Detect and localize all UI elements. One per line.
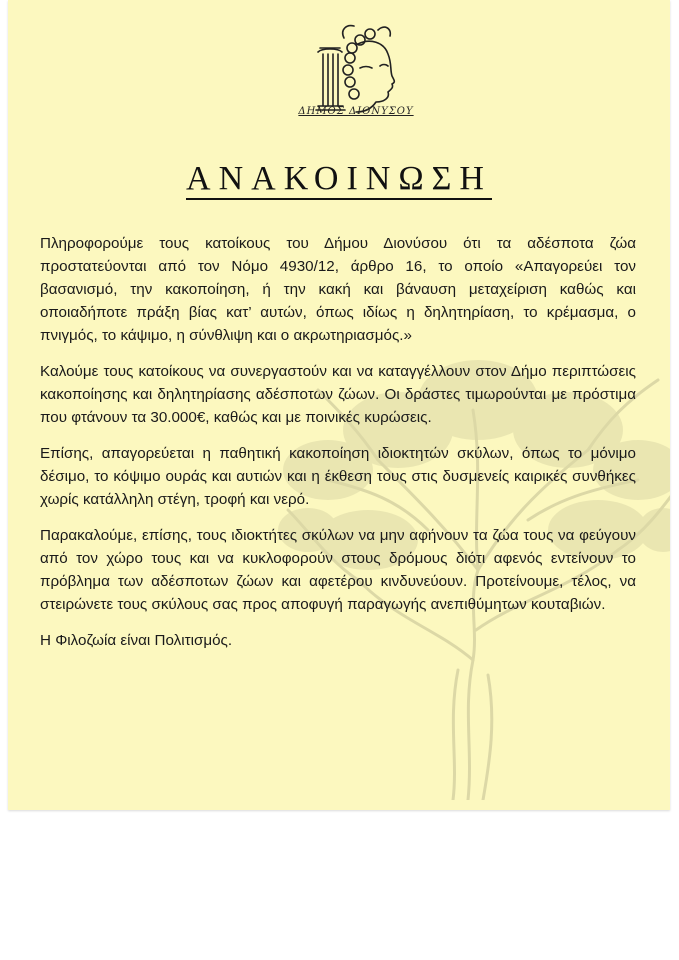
page-title-text: ΑΝΑΚΟΙΝΩΣΗ bbox=[186, 160, 492, 200]
closing-line: Η Φιλοζωία είναι Πολιτισμός. bbox=[40, 632, 233, 649]
paragraph-2: Καλούμε τους κατοίκους να συνεργαστούν και να καταγγέλλουν στον Δήμο περιπτώσεις κακοποίησης και δηλητηρίασης αδέσποτων ζώων. Οι δράστες τιμωρούνται με πρόστιμα που φτάνουν τα 30.000€, καθώς και με ποινικές κυρώσεις. bbox=[40, 363, 636, 426]
paragraph-4: Παρακαλούμε, επίσης, τους ιδιοκτήτες σκύλων να μην αφήνουν τα ζώα τους να φεύγουν από τον χώρο τους και να κυκλοφορούν στους δρόμους διότι αφενός εντείνουν το πρόβλημα των αδέσποτων ζώων και αφετέρου κινδυνεύουν. Προτείνουμε, τέλος, να στειρώνετε τους σκύλους σας προς αποφυγή παραγωγής ανεπιθύμητων κουταβιών. bbox=[40, 527, 636, 613]
notice-body bbox=[40, 232, 636, 665]
paragraph-3: Επίσης, απαγορεύεται η παθητική κακοποίηση ιδιοκτητών σκύλων, όπως το μόνιμο δέσιμο, το κόψιμο ουράς και αυτιών και η έκθεση τους στις δυσμενείς καιρικές συνθήκες χωρίς κατάλληλη στέγη, τροφή και νερό. bbox=[40, 445, 636, 508]
notice-page bbox=[8, 0, 670, 810]
paragraph-1: Πληροφορούμε τους κατοίκους του Δήμου Διονύσου ότι τα αδέσποτα ζώα προστατεύονται από τον Νόμο 4930/12, άρθρο 16, το οποίο «Απαγορεύει τον βασανισμό, την κακοποίηση, ή την κακή και βάναυση μεταχείριση καθώς και οποιαδήποτε πράξη βίας κατ’ αυτών, όπως ιδίως η δηλητηρίαση, το κρέμασμα, ο πνιγμός, το κάψιμο, η σύνθλιψη και ο ακρωτηριασμός.» bbox=[40, 235, 636, 344]
municipality-caption: ΔΗΜΟΣ ΔΙΟΝΥΣΟΥ bbox=[298, 106, 414, 117]
page-title bbox=[8, 160, 670, 198]
